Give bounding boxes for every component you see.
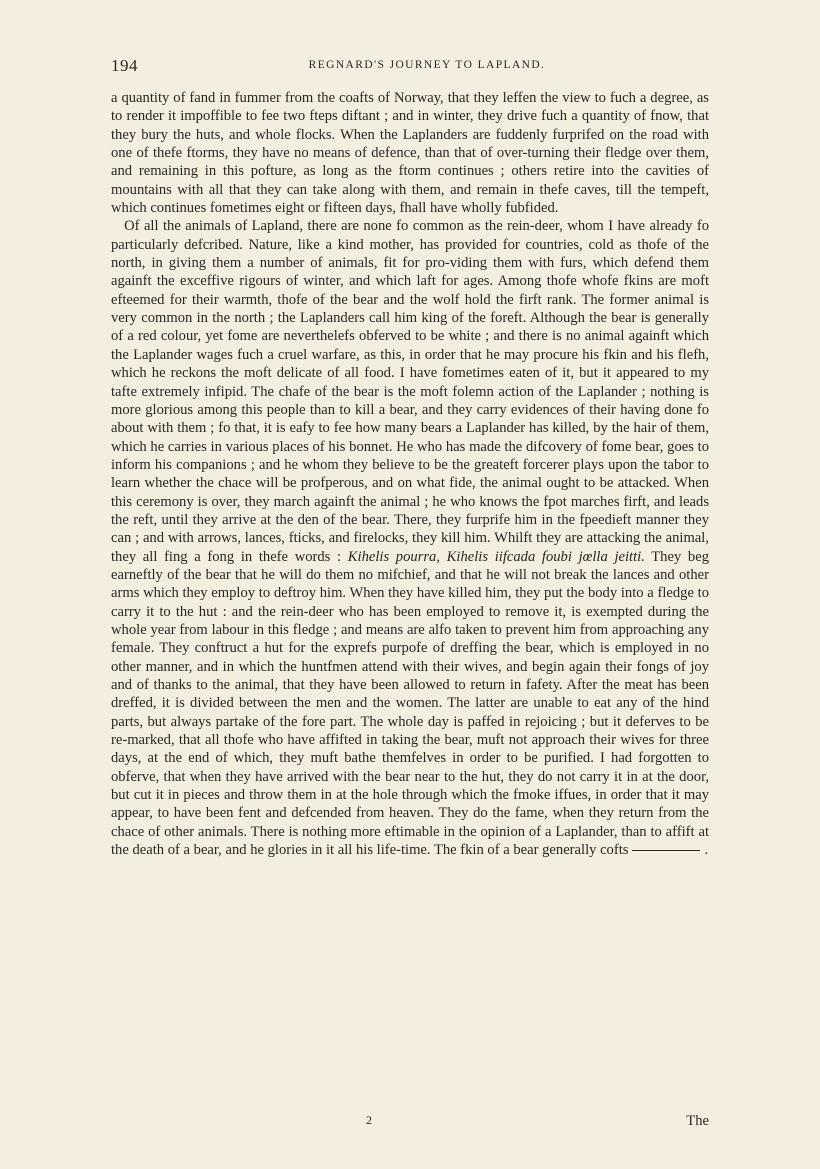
paragraph-end: . xyxy=(704,842,709,859)
running-title: REGNARD'S JOURNEY TO LAPLAND. xyxy=(308,59,546,71)
paragraph-text: Of all the animals of Lapland, there are none fo common as the rein-deer, whom I have already fo particularly defcribed. Nature, like a kind mother, has provided for countries, cold as thofe of the north, in giving them a number of animals, fit for pro-viding them with furs, which defend them againft the exceffive rigours of winter, and which laft for ages. Among thofe whofe fkins are moft efteemed for their warmth, thofe of the bear and the wolf hold the firft rank. The former animal is very common in the north ; the Laplanders call him king of the foreft. Although the bear is generally of a red colour, yet fome are neverthelefs obferved to be white ; and there is no animal againft which the Laplander wages fuch a cruel warfare, as this, in order that he may procure his fkin and his flefh, which he reckons the moft delicate of all food. I have fometimes eaten of it, but it appeared to my tafte extremely infipid. The chafe of the bear is the moft folemn action of the Laplander ; nothing is more glorious among this people than to kill a bear, and they carry evidences of their having done fo about with them ; fo that, it is eafy to fee how many bears a Laplander has killed, by the hair of them, which he carries in various places of his bonnet. He who has made the difcovery of fome bear, goes to inform his companions ; and he whom they believe to be the greateft forcerer plays upon the tabor to learn whether the chace will be profperous, and on what fide, the animal ought to be attacked. When this ceremony is over, they march againft the animal ; he who knows the fpot marches firft, and leads the reft, until they arrive at the den of the bear. There, they furprife him in the fpeedieft manner they can ; and with arrows, lances, fticks, and firelocks, they kill him. Whilft they are attacking the animal, they all fing a fong in thefe words : xyxy=(111,218,709,565)
page-header xyxy=(111,56,709,78)
page-number: 194 xyxy=(111,56,138,75)
body-text xyxy=(111,89,709,859)
signature-mark: 2 xyxy=(366,1113,372,1127)
paragraph-text: They beg earneftly of the bear that he will do them no mifchief, and that he will not break the lances and other arms which they employ to deftroy him. When they have killed him, they put the body into a fledge to carry it to the hut : and the rein-deer who has been employed to remove it, is exempted during the whole year from labour in this fledge ; and means are alfo taken to prevent him from approaching any female. They conftruct a hut for the exprefs purpofe of dreffing the bear, which is employed in no other manner, and in which the huntfmen attend with their wives, and begin again their fongs of joy and of thanks to the animal, that they have been allowed to return in fafety. After the meat has been dreffed, it is divided between the men and the women. The latter are unable to eat any of the hind parts, but always partake of the fore part. The whole day is paffed in rejoicing ; but it deferves to be re-marked, that all thofe who have affifted in taking the bear, muft not approach their wives for three days, at the end of which, they muft bathe themfelves in order to be purified. I had forgotten to obferve, that when they have arrived with the bear near to the hut, they do not carry it in at the door, but cut it in pieces and throw them in at the hole through which the fmoke iffues, in order that it may appear, to have been fent and defcended from heaven. They do the fame, when they return from the chace of other animals. There is nothing more eftimable in the opinion of a Laplander, than to affift at the death of a bear, and he glories in it all his life-time. The fkin of a bear generally cofts xyxy=(111,548,710,859)
catchword: The xyxy=(686,1113,709,1129)
lapp-song-words: Kihelis pourra, Kihelis iifcada foubi jœlla jeitti. xyxy=(347,548,645,565)
paragraph: a quantity of fand in fummer from the coafts of Norway, that they leffen the view to fuch a degree, as to render it impoffible to fee two fteps diftant ; and in winter, they drive fuch a quantity of fnow, that they bury the huts, and whole flocks. When the Laplanders are fuddenly furprifed on the road with one of thefe ftorms, they have no means of defence, than that of over-turning their fledge over them, and remaining in this pofture, as long as the ftorm continues ; others retire into the cavities of mountains with all that they can take along with them, and remain in thefe caves, till the tempeft, which continues fometimes eight or fifteen days, fhall have wholly fubfided. xyxy=(111,90,709,217)
paragraph xyxy=(111,217,709,859)
page-footer xyxy=(111,1113,709,1135)
blank-dash xyxy=(632,850,700,851)
